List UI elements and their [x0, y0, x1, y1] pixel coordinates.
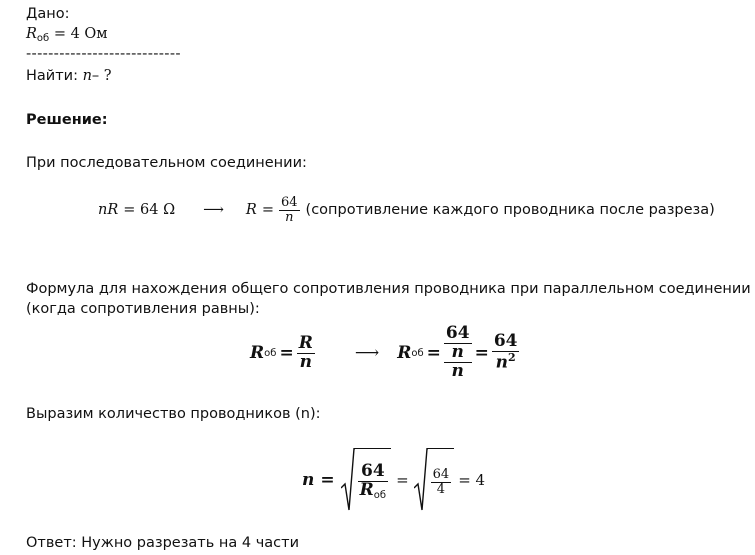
- parallel-text-1: Формула для нахождения общего сопротивления проводника при параллельном соединении: [26, 281, 751, 297]
- r-value: = 4 Ом: [53, 26, 108, 42]
- eq2-sub2: об: [411, 347, 424, 359]
- eq2-f1-den: n: [299, 351, 312, 372]
- eq2-r: R: [250, 343, 265, 363]
- given-heading: Дано:: [26, 6, 70, 22]
- eq1-r: R: [245, 202, 257, 219]
- eq2-nested-top: 64: [445, 323, 470, 344]
- eq3-equals: =: [320, 470, 335, 490]
- eq3-s1-den-r: R: [359, 480, 374, 501]
- equation-series: [98, 196, 715, 224]
- eq2-f2-den: n: [451, 360, 464, 381]
- given-resistance: [26, 26, 108, 44]
- radical-icon: [414, 448, 428, 512]
- eq2-equals-3: =: [474, 343, 489, 363]
- eq3-n: n: [302, 470, 315, 490]
- parallel-text-2: (когда сопротивления равны):: [26, 301, 260, 317]
- eq3-equals-2: =: [396, 471, 409, 489]
- eq1-left: nR: [98, 202, 119, 219]
- eq3-s2-num: 64: [432, 467, 450, 483]
- arrow-icon: ⟶: [354, 343, 380, 363]
- eq3-result: = 4: [458, 471, 486, 489]
- eq3-fraction-2: [431, 468, 452, 496]
- eq2-f3-pow: 2: [508, 351, 516, 365]
- radical-icon: [341, 448, 355, 512]
- arrow-icon: ⟶: [203, 202, 224, 219]
- equation-parallel: [250, 322, 519, 384]
- eq1-fraction: [279, 196, 300, 224]
- equation-result: [302, 446, 485, 514]
- r-symbol: R: [26, 26, 37, 42]
- eq3-fraction-1: [358, 463, 388, 501]
- eq1-note: (сопротивление каждого проводника после разреза): [305, 202, 715, 219]
- eq2-r2: R: [397, 343, 412, 363]
- eq2-fraction-1: [297, 332, 315, 372]
- sqrt-2: [414, 448, 455, 512]
- eq1-denominator: n: [285, 209, 294, 225]
- find-label: Найти:: [26, 68, 78, 84]
- series-text: При последовательном соединении:: [26, 155, 307, 171]
- eq2-f3-den-wrap: [492, 352, 520, 373]
- eq2-fraction-2: [444, 325, 472, 381]
- find-line: [26, 68, 112, 84]
- eq3-s2-den: 4: [436, 482, 446, 497]
- eq2-f3-den: n: [495, 352, 508, 373]
- eq2-f1-num: R: [298, 332, 313, 353]
- r-subscript: об: [36, 33, 50, 44]
- solution-heading: Решение:: [26, 112, 108, 128]
- eq2-equals-2: =: [426, 343, 441, 363]
- eq3-s1-num: 64: [358, 463, 388, 482]
- eq2-fraction-3: [492, 333, 520, 372]
- sqrt-2-radicand: [428, 448, 455, 512]
- eq1-left-rhs: = 64 Ω: [123, 202, 176, 219]
- divider: ----------------------------: [26, 46, 181, 62]
- express-text: Выразим количество проводников (n):: [26, 406, 321, 422]
- eq2-equals: =: [279, 343, 294, 363]
- eq2-nested-bottom: n: [451, 342, 464, 363]
- eq1-equals: =: [261, 202, 274, 219]
- find-suffix: – ?: [91, 68, 112, 84]
- answer-text: Ответ: Нужно разрезать на 4 части: [26, 535, 300, 551]
- eq2-f2-num: [444, 325, 472, 363]
- sqrt-1: [341, 448, 391, 512]
- eq3-s1-den: [358, 482, 388, 502]
- eq2-sub: об: [264, 347, 277, 359]
- sqrt-1-radicand: [355, 448, 391, 512]
- eq2-f3-num: 64: [493, 331, 518, 352]
- eq1-numerator: 64: [280, 195, 298, 210]
- eq2-nested-fraction: [444, 325, 472, 362]
- eq3-s1-den-sub: об: [373, 490, 387, 502]
- find-var: n: [82, 68, 92, 84]
